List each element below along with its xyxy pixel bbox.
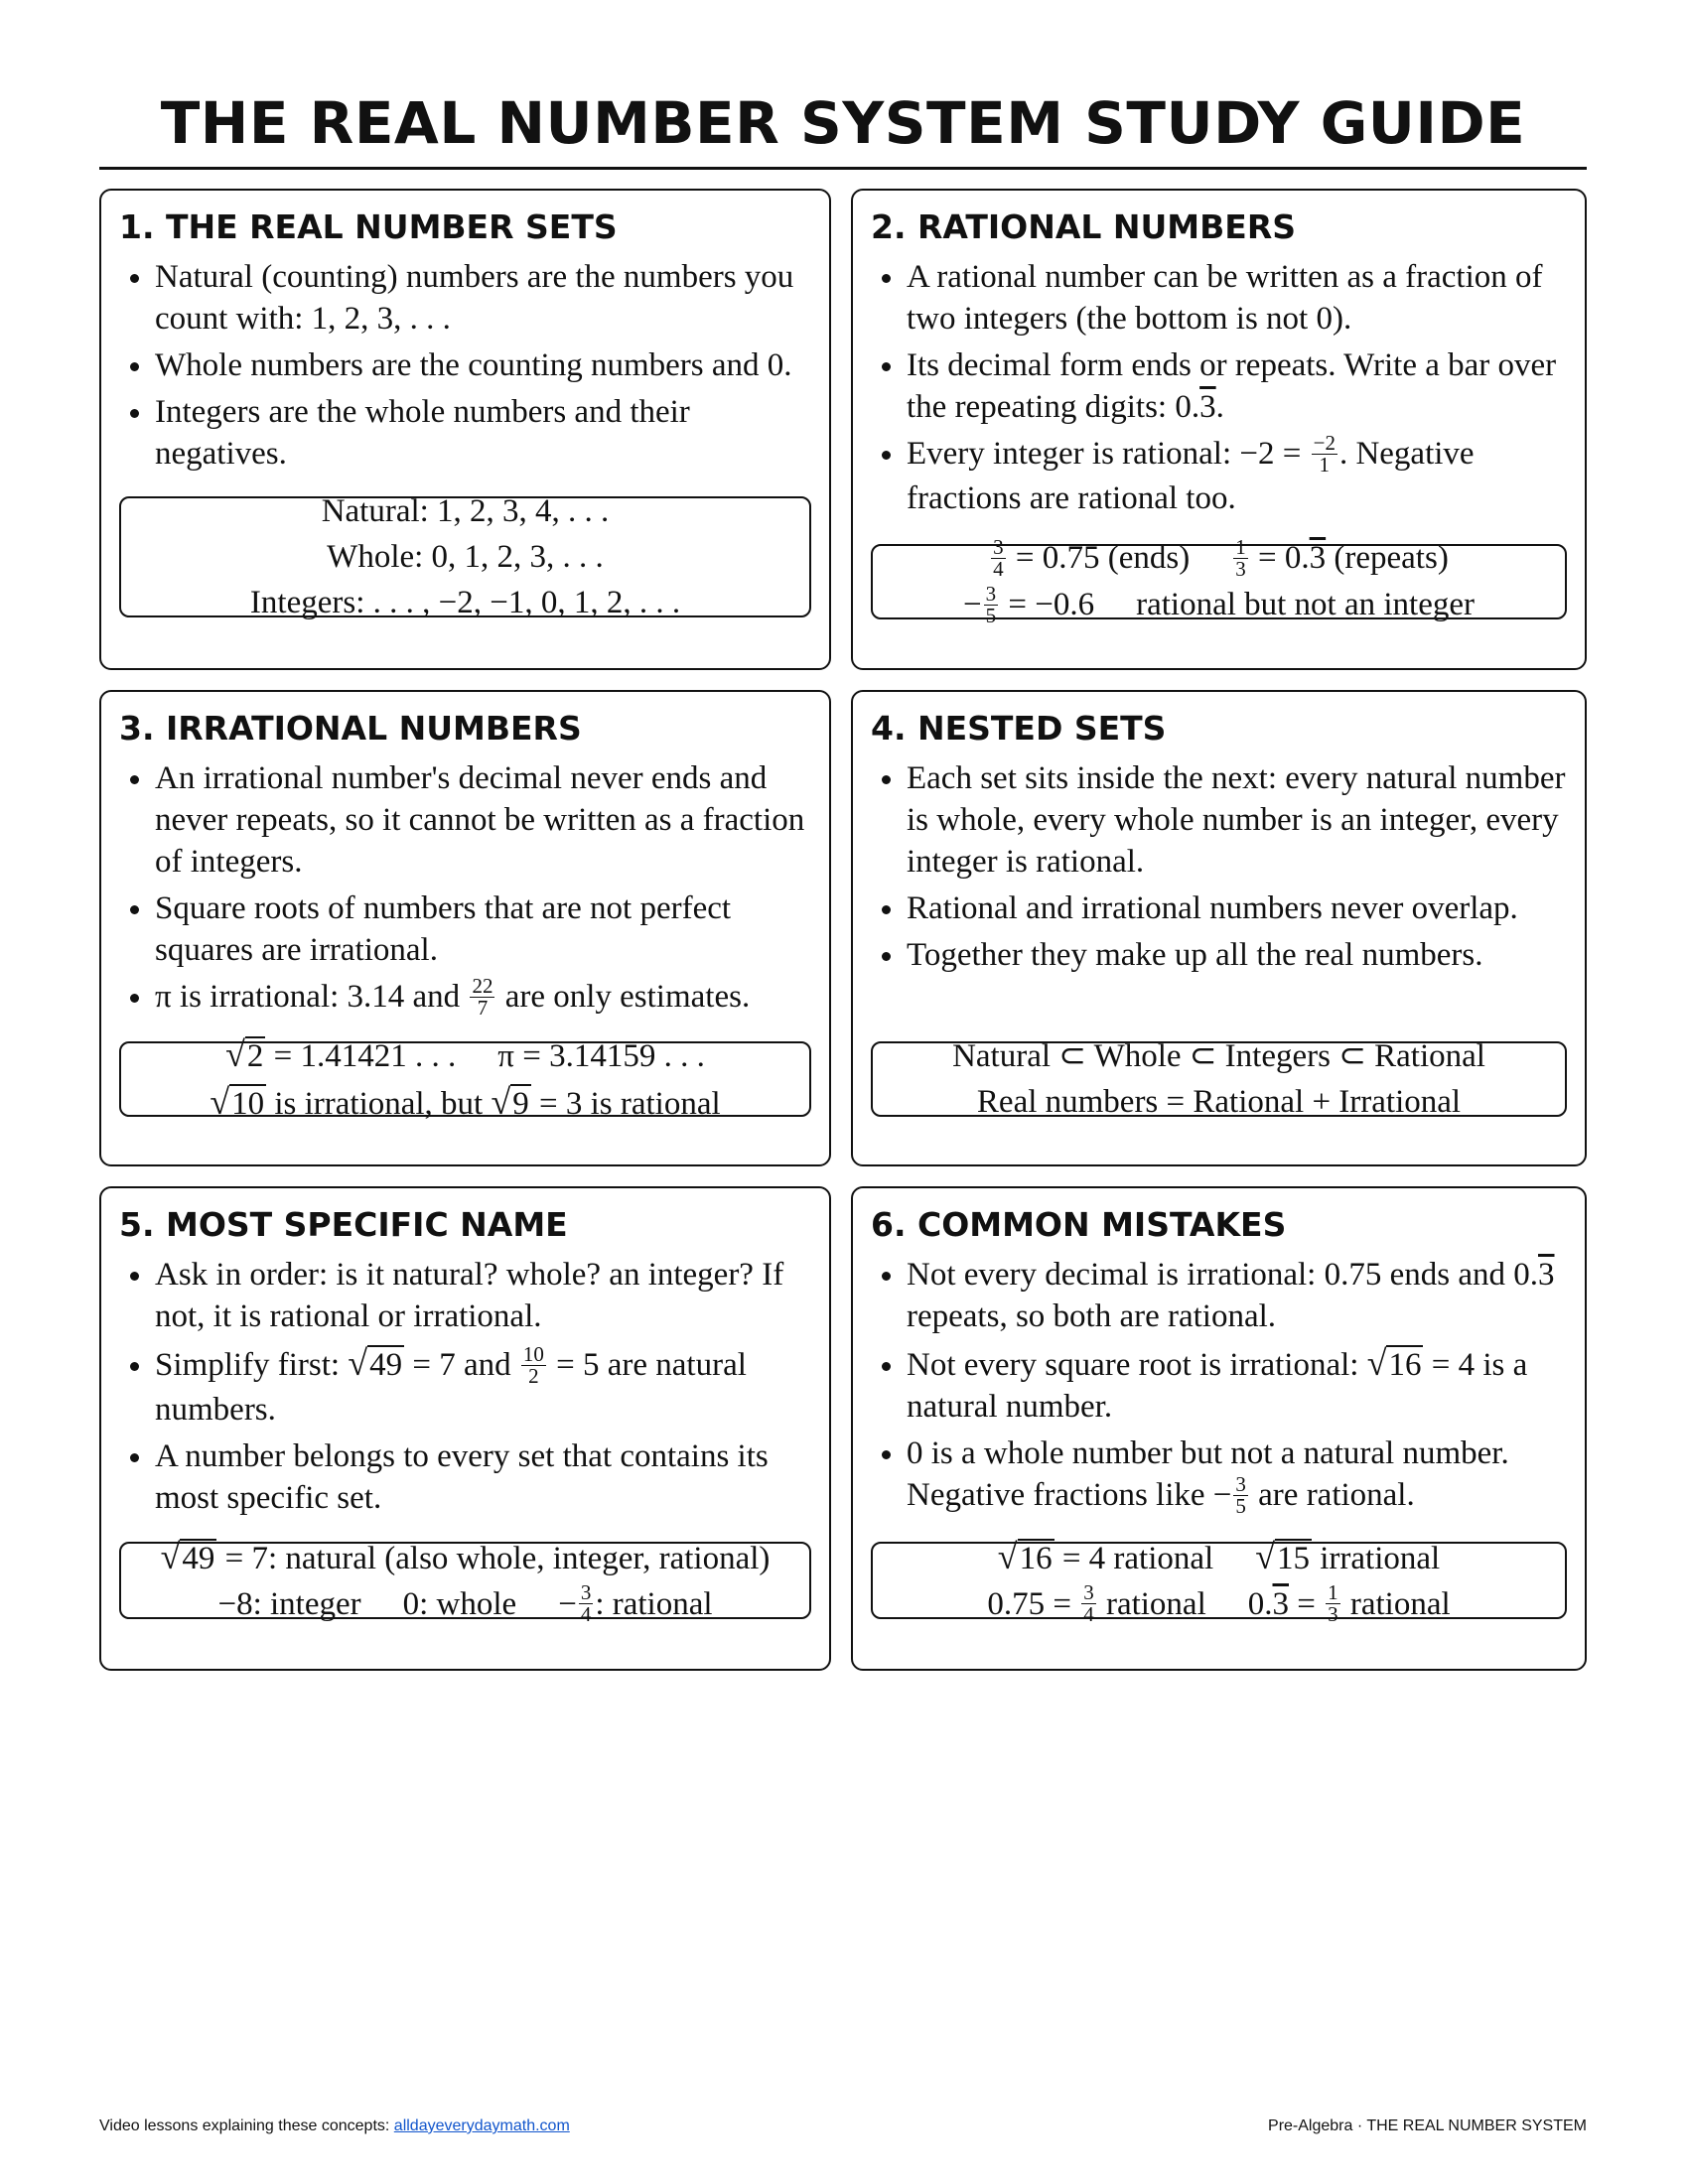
bullet-item: • Simplify first: √49 = 7 and $\frac{10}{2}$ = 5 are natural numbers. bbox=[155, 1342, 815, 1431]
fraction: $\frac{3}{4}$ bbox=[580, 1580, 592, 1627]
example-line: Real numbers = Rational + Irrational bbox=[976, 1084, 1462, 1120]
example-line: √10 is irrational, but √9 = 3 is rational bbox=[210, 1082, 721, 1122]
repeating-digit: 3 bbox=[1199, 389, 1216, 425]
bullet-item: • Its decimal form ends or repeats. Write a bar over the repeating digits: 0.3. bbox=[907, 344, 1571, 428]
example-line: √16 = 4 rational √15 irrational bbox=[997, 1536, 1441, 1576]
section-heading: 1. THE REAL NUMBER SETS bbox=[119, 207, 618, 246]
fraction: $\frac{1}{3}$ bbox=[1328, 1580, 1338, 1627]
title-rule bbox=[99, 167, 1587, 170]
fraction: $\frac{10}{2}$ bbox=[522, 1341, 544, 1388]
bullet-item: • A rational number can be written as a fraction of two integers (the bottom is not 0). bbox=[907, 256, 1571, 340]
bullet-item: • Rational and irrational numbers never overlap. bbox=[907, 887, 1571, 929]
example-line: Natural ⊂ Whole ⊂ Integers ⊂ Rational bbox=[952, 1038, 1485, 1074]
section-heading: 4. NESTED SETS bbox=[871, 709, 1167, 748]
footer-left bbox=[99, 2116, 570, 2136]
card-nested-sets bbox=[851, 690, 1587, 1166]
card-common-mistakes bbox=[851, 1186, 1587, 1671]
bullet-item: • Together they make up all the real numbers. bbox=[907, 934, 1571, 976]
example-line: Integers: . . . , −2, −1, 0, 1, 2, . . . bbox=[249, 585, 681, 620]
bullet-item: • Each set sits inside the next: every natural number is whole, every whole number is an integer, every integer is rational. bbox=[907, 757, 1571, 883]
card-irrational-numbers bbox=[99, 690, 831, 1166]
video-lessons-link[interactable]: alldayeverydaymath.com bbox=[393, 2117, 570, 2134]
bullet-item: • An irrational number's decimal never ends and never repeats, so it cannot be written as a fraction of integers. bbox=[155, 757, 815, 883]
square-root: √10 bbox=[210, 1082, 265, 1122]
repeating-digit: 3 bbox=[1538, 1257, 1555, 1293]
bullet-list bbox=[119, 1254, 815, 1524]
bullet-item: • π is irrational: 3.14 and $\frac{22}{7}$ are only estimates. bbox=[155, 976, 815, 1021]
example-box bbox=[119, 493, 811, 620]
example-box bbox=[119, 1034, 811, 1122]
bullet-item: • Ask in order: is it natural? whole? an integer? If not, it is rational or irrational. bbox=[155, 1254, 815, 1337]
square-root: √9 bbox=[491, 1082, 529, 1122]
square-root: √2 bbox=[225, 1034, 264, 1074]
bullet-item: • Natural (counting) numbers are the numbers you count with: 1, 2, 3, . . . bbox=[155, 256, 815, 340]
fraction: $\frac{22}{7}$ bbox=[472, 973, 493, 1020]
fraction: $\frac{3}{4}$ bbox=[993, 535, 1004, 581]
bullet-list bbox=[119, 757, 815, 1025]
bullet-list bbox=[871, 1254, 1571, 1524]
example-box bbox=[871, 535, 1567, 627]
example-box bbox=[871, 1038, 1567, 1120]
fraction: $\frac{3}{5}$ bbox=[985, 581, 997, 627]
square-root: √16 bbox=[1366, 1343, 1422, 1383]
square-root: √49 bbox=[348, 1343, 403, 1383]
card-most-specific-name bbox=[99, 1186, 831, 1671]
example-line: Natural: 1, 2, 3, 4, . . . bbox=[321, 493, 610, 529]
example-line: $\frac{3}{4}$ = 0.75 (ends) $\frac{1}{3}$ = 0.3 (repeats) bbox=[993, 535, 1449, 581]
square-root: √16 bbox=[997, 1536, 1053, 1576]
fraction: $\frac{3}{4}$ bbox=[1083, 1580, 1094, 1627]
bullet-item: • Square roots of numbers that are not perfect squares are irrational. bbox=[155, 887, 815, 971]
square-root: √15 bbox=[1255, 1536, 1310, 1576]
bullet-item: • Not every square root is irrational: √16 = 4 is a natural number. bbox=[907, 1342, 1571, 1428]
bullet-item: • Not every decimal is irrational: 0.75 ends and 0.3 repeats, so both are rational. bbox=[907, 1254, 1571, 1337]
fraction: $\frac{1}{3}$ bbox=[1235, 535, 1246, 581]
bullet-item: • Whole numbers are the counting numbers and 0. bbox=[155, 344, 815, 386]
card-rational-numbers bbox=[851, 189, 1587, 670]
square-root: √49 bbox=[160, 1536, 215, 1576]
example-box bbox=[119, 1536, 811, 1627]
fraction: $\frac{3}{5}$ bbox=[1235, 1471, 1246, 1518]
section-heading: 5. MOST SPECIFIC NAME bbox=[119, 1205, 568, 1244]
bullet-list bbox=[119, 256, 815, 479]
section-heading: 6. COMMON MISTAKES bbox=[871, 1205, 1287, 1244]
bullet-list bbox=[871, 757, 1571, 981]
section-heading: 2. RATIONAL NUMBERS bbox=[871, 207, 1297, 246]
example-line: − $\frac{3}{5}$ = −0.6 rational but not an integer bbox=[962, 581, 1475, 627]
example-line: √2 = 1.41421 . . . π = 3.14159 . . . bbox=[225, 1034, 705, 1074]
fraction: $\frac{-2}{1}$ bbox=[1313, 430, 1336, 477]
example-line: 0.75 = $\frac{3}{4}$ rational 0.3 = $\frac{1}{3}$ rational bbox=[987, 1580, 1451, 1627]
example-line: −8: integer 0: whole − $\frac{3}{4}$ : rational bbox=[217, 1580, 713, 1627]
bullet-item: • A number belongs to every set that contains its most specific set. bbox=[155, 1435, 815, 1519]
example-box bbox=[871, 1536, 1567, 1627]
page-title: THE REAL NUMBER SYSTEM STUDY GUIDE bbox=[160, 89, 1526, 157]
example-line: Whole: 0, 1, 2, 3, . . . bbox=[327, 539, 604, 575]
bullet-item: • Every integer is rational: −2 = $\frac{-2}{1}$ . Negative fractions are rational too. bbox=[907, 433, 1571, 519]
bullet-item: • 0 is a whole number but not a natural number. Negative fractions like − $\frac{3}{5}$ are rational. bbox=[907, 1433, 1571, 1519]
bullet-list bbox=[871, 256, 1571, 524]
footer-text: Video lessons explaining these concepts: bbox=[99, 2117, 394, 2134]
card-real-number-sets bbox=[99, 189, 831, 670]
bullet-item: • Integers are the whole numbers and their negatives. bbox=[155, 391, 815, 475]
section-heading: 3. IRRATIONAL NUMBERS bbox=[119, 709, 582, 748]
example-line: √49 = 7: natural (also whole, integer, rational) bbox=[160, 1536, 771, 1576]
footer-right: Pre-Algebra · THE REAL NUMBER SYSTEM bbox=[1268, 2117, 1587, 2134]
